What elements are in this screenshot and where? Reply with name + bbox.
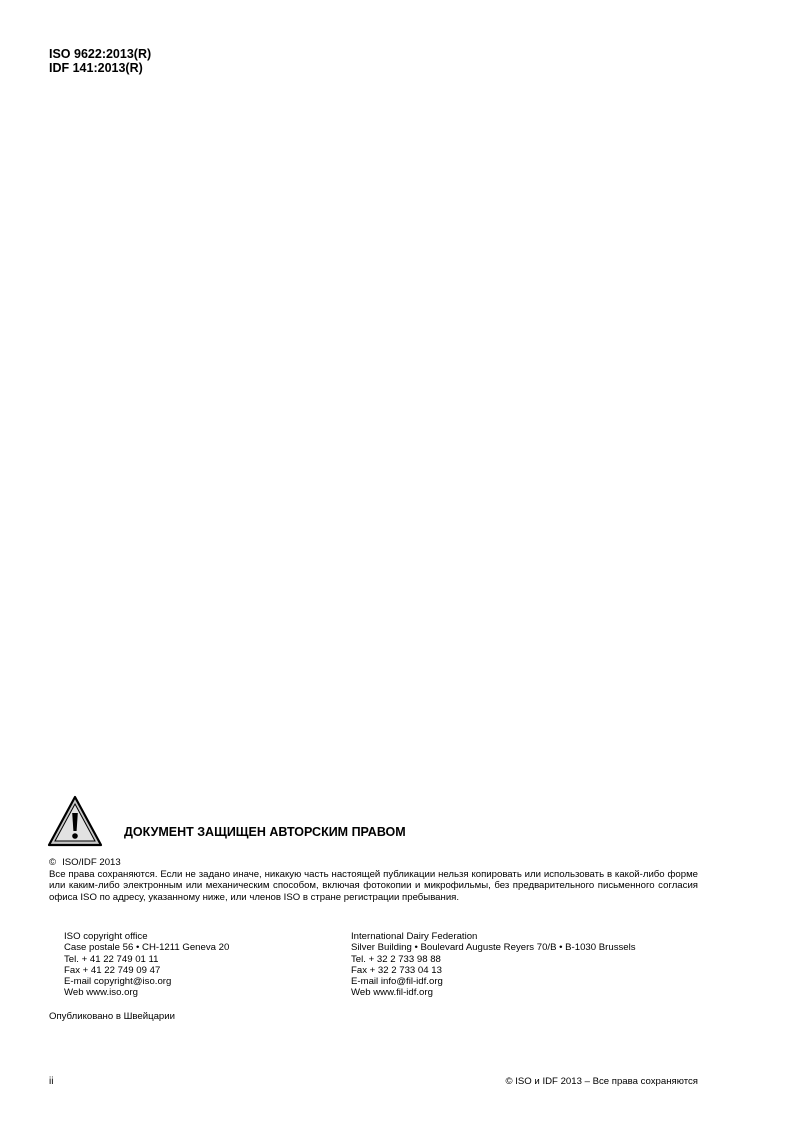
iso-office-name: ISO copyright office	[64, 931, 148, 942]
idf-office-tel: Tel. + 32 2 733 98 88	[351, 953, 441, 965]
rights-paragraph: Все права сохраняются. Если не задано иначе, никакую часть настоящей публикации нельзя копировать или использовать в какой-либо форме или каким-либо электронным или механическим способом, включая фотокопии и микрофильмы, без предварительного письменного согласия офиса ISO по адресу, указанному ниже, или членов ISO в стране регистрации пребывания.	[49, 869, 698, 903]
iso-office-street: Case postale 56 • CH-1211 Geneva 20	[64, 942, 230, 954]
iso-office-web: Web www.iso.org	[64, 987, 138, 999]
idf-office-web: Web www.fil-idf.org	[351, 987, 433, 999]
idf-office-name: International Dairy Federation	[351, 931, 478, 942]
standard-number-iso: ISO 9622:2013(R)	[49, 47, 152, 61]
idf-office-email: E-mail info@fil-idf.org	[351, 976, 443, 988]
footer-copyright: © ISO и IDF 2013 – Все права сохраняются	[505, 1076, 698, 1087]
warning-triangle-icon	[47, 795, 103, 847]
copyright-line	[49, 857, 121, 868]
page-number: ii	[49, 1076, 54, 1087]
iso-office-tel: Tel. + 41 22 749 01 11	[64, 953, 159, 965]
idf-office-fax: Fax + 32 2 733 04 13	[351, 964, 442, 976]
copyright-warning-title: ДОКУМЕНТ ЗАЩИЩЕН АВТОРСКИМ ПРАВОМ	[124, 825, 406, 839]
copyright-holder: ISO/IDF 2013	[62, 857, 121, 868]
published-in: Опубликовано в Швейцарии	[49, 1011, 175, 1022]
iso-office-fax: Fax + 41 22 749 09 47	[64, 964, 161, 976]
copyright-symbol: ©	[49, 857, 57, 868]
idf-office-street: Silver Building • Boulevard Auguste Reyers 70/B • B-1030 Brussels	[351, 942, 636, 954]
document-header	[49, 47, 151, 75]
iso-office-email: E-mail copyright@iso.org	[64, 976, 172, 988]
standard-number-idf: IDF 141:2013(R)	[49, 61, 143, 75]
iso-office-address	[64, 931, 229, 999]
idf-office-address	[351, 931, 636, 999]
